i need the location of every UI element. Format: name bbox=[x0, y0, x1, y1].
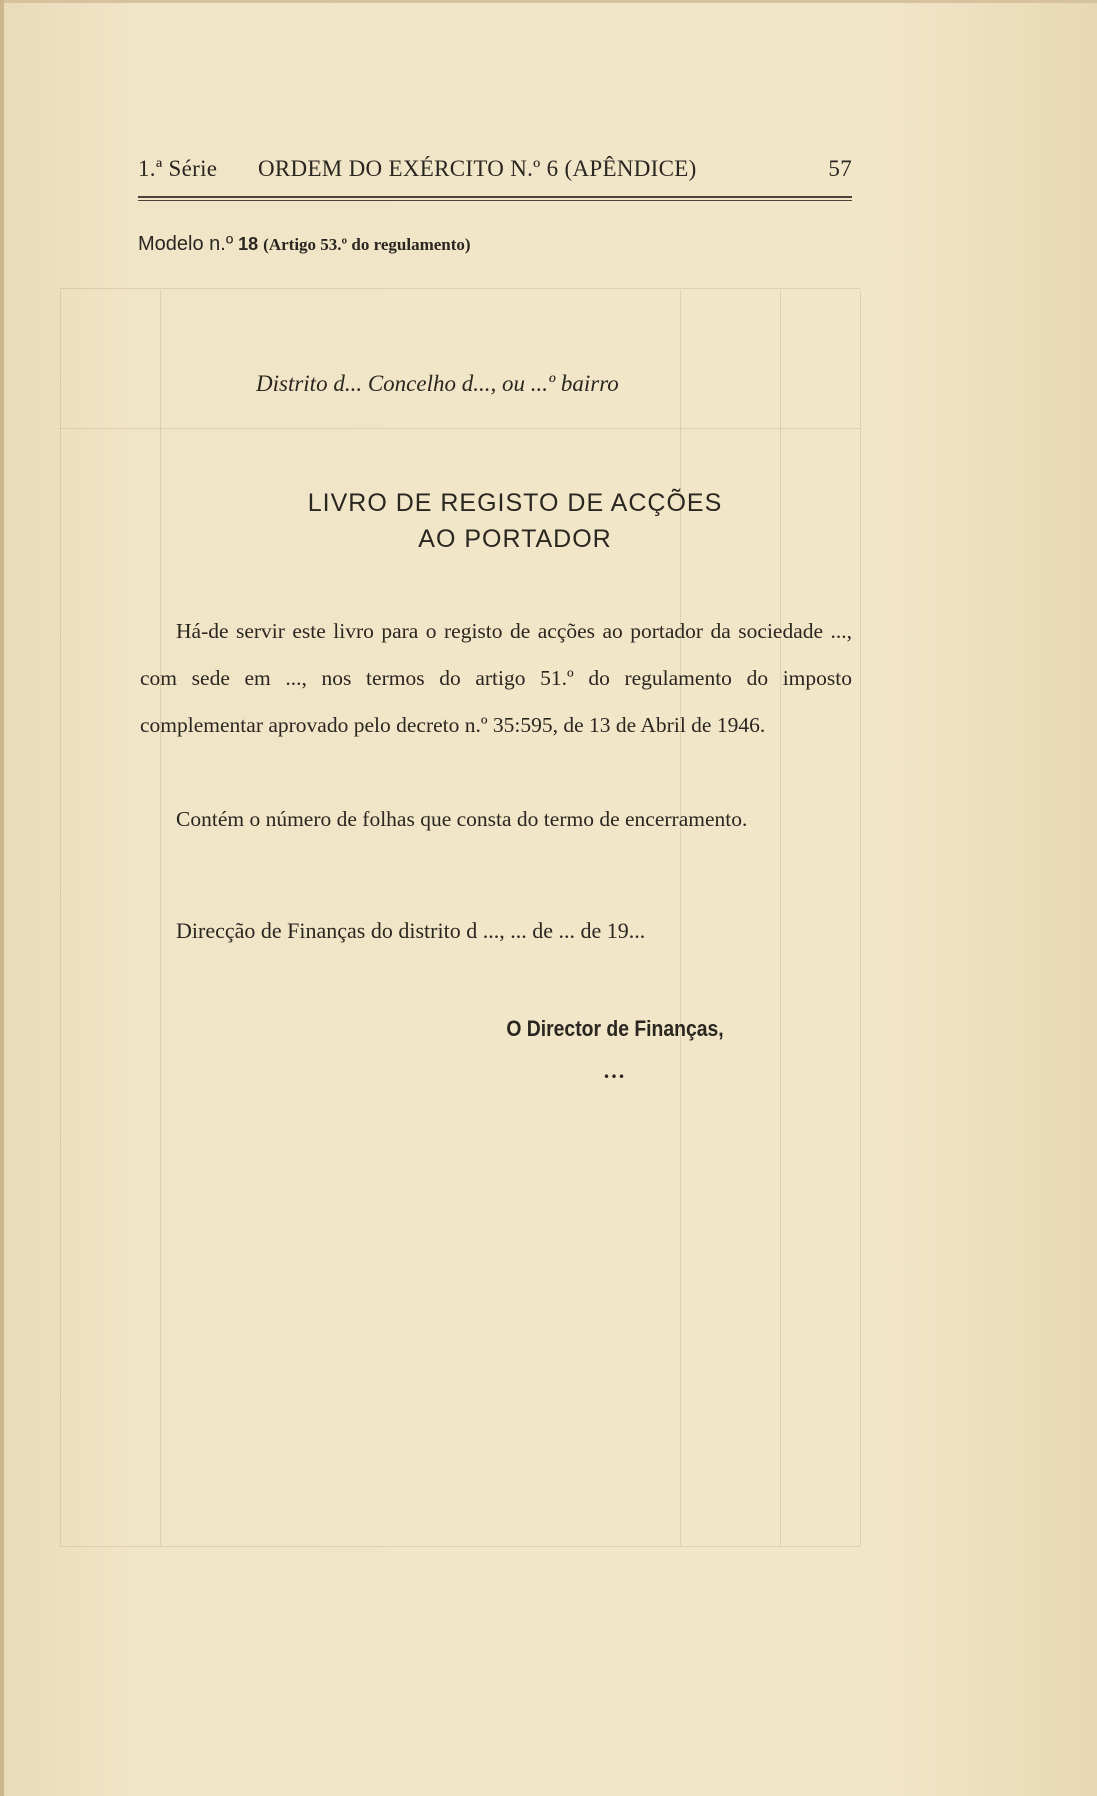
show-through-line bbox=[780, 290, 781, 1546]
show-through-line bbox=[60, 1546, 860, 1547]
book-title bbox=[200, 485, 830, 557]
show-through-line bbox=[60, 290, 61, 1546]
header-rule-thin bbox=[138, 200, 852, 201]
page-number: 57 bbox=[828, 156, 852, 181]
model-reference bbox=[138, 233, 471, 256]
signature-placeholder: ... bbox=[603, 1058, 627, 1083]
issuing-office-line: Direcção de Finanças do distrito d ..., ... de ... de 19... bbox=[176, 918, 646, 943]
show-through-line bbox=[680, 290, 681, 1546]
signature-title: O Director de Finanças, bbox=[506, 1016, 724, 1041]
show-through-line bbox=[60, 428, 860, 429]
model-number: 18 bbox=[238, 234, 259, 254]
publication-title: ORDEM DO EXÉRCITO N.º 6 (APÊNDICE) bbox=[258, 156, 697, 181]
body-paragraph-1 bbox=[140, 608, 852, 749]
series-label: 1.ª Série bbox=[138, 156, 218, 181]
show-through-line bbox=[60, 288, 860, 289]
show-through-line bbox=[160, 290, 161, 1546]
show-through-line bbox=[860, 290, 861, 1546]
book-title-line-2: AO PORTADOR bbox=[418, 525, 612, 553]
book-title-line-1: LIVRO DE REGISTO DE ACÇÕES bbox=[307, 489, 723, 517]
header-rule bbox=[138, 196, 852, 198]
page-top-edge bbox=[0, 0, 1097, 3]
model-label: Modelo n.º bbox=[138, 233, 234, 255]
page-left-edge bbox=[0, 0, 4, 1796]
paragraph-text: Há-de servir este livro para o registo de acções ao portador da sociedade ..., com sede em ..., nos termos do artigo 51.º do regulamento do imposto complementar aprovado pelo decreto n.º 35:595, de 13 de Abril de 1946. bbox=[140, 619, 852, 737]
model-article-reference: (Artigo 53.º do regulamento) bbox=[263, 235, 471, 254]
page-header bbox=[138, 156, 852, 186]
body-paragraph-2 bbox=[140, 796, 852, 843]
location-line: Distrito d... Concelho d..., ou ...º bairro bbox=[256, 371, 619, 396]
paragraph-text: Contém o número de folhas que consta do termo de encerramento. bbox=[176, 807, 748, 831]
